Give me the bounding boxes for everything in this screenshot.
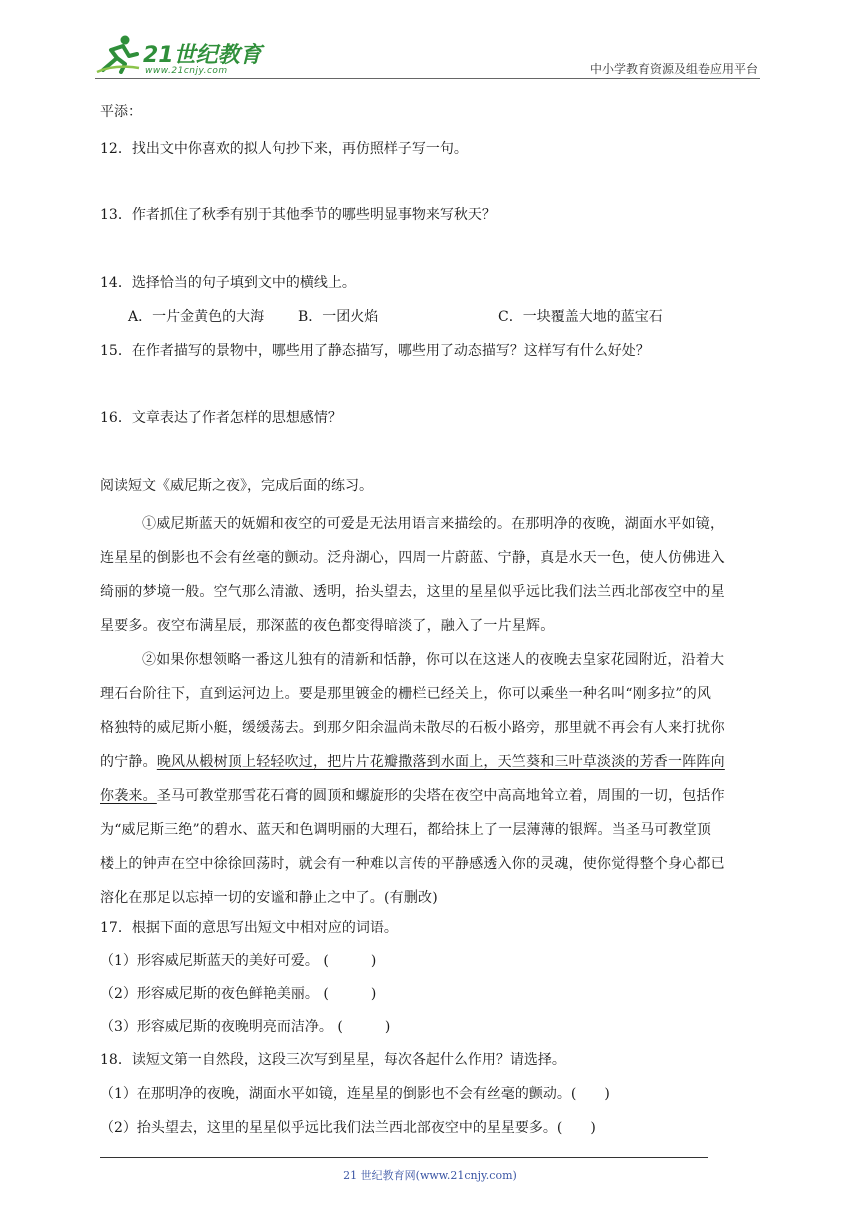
question-17: 17．根据下面的意思写出短文中相对应的词语。 xyxy=(100,920,398,936)
article-line xyxy=(100,785,725,805)
runner-logo-icon xyxy=(95,34,141,74)
question-17-1: （1）形容威尼斯蓝天的美好可爱。 ( ) xyxy=(100,953,377,969)
question-13: 13．作者抓住了秋季有别于其他季节的哪些明显事物来写秋天？ xyxy=(100,207,496,223)
reading-intro: 阅读短文《威尼斯之夜》，完成后面的练习。 xyxy=(100,478,373,494)
question-18: 18．读短文第一自然段，这段三次写到星星，每次各起什么作用？请选择。 xyxy=(100,1052,566,1068)
article-line xyxy=(100,751,725,771)
underlined-sentence-end: 你袭来。 xyxy=(100,788,157,804)
site-logo[interactable] xyxy=(95,28,275,80)
article-line: ②如果你想领略一番这儿独有的清新和恬静，你可以在这迷人的夜晚去皇家花园附近，沿着大 xyxy=(142,652,725,668)
footer-divider xyxy=(100,1157,708,1158)
article-line: 楼上的钟声在空中徐徐回荡时，就会有一种难以言传的平静感透入你的灵魂，使你觉得整个身心都已 xyxy=(100,856,725,872)
question-12: 12．找出文中你喜欢的拟人句抄下来，再仿照样子写一句。 xyxy=(100,141,468,157)
article-text: 的宁静。 xyxy=(100,754,157,770)
question-17-3: （3）形容威尼斯的夜晚明亮而洁净。 ( ) xyxy=(100,1019,391,1035)
header-divider xyxy=(95,78,760,79)
question-17-2: （2）形容威尼斯的夜色鲜艳美丽。 ( ) xyxy=(100,986,377,1002)
article-text: 圣马可教堂那雪花石膏的圆顶和螺旋形的尖塔在夜空中高高地耸立着，周围的一切，包括作 xyxy=(156,788,725,804)
question-15: 15．在作者描写的景物中，哪些用了静态描写，哪些用了动态描写？这样写有什么好处？ xyxy=(100,343,650,359)
page-header xyxy=(95,28,760,80)
article-line: ①威尼斯蓝天的妩媚和夜空的可爱是无法用语言来描绘的。在那明净的夜晚，湖面水平如镜， xyxy=(142,516,725,532)
choice-c: C．一块覆盖大地的蓝宝石 xyxy=(498,309,663,325)
underlined-sentence: 晚风从椴树顶上轻轻吹过，把片片花瓣撒落到水面上，天竺葵和三叶草淡淡的芳香一阵阵向 xyxy=(156,754,725,770)
header-platform-title: 中小学教育资源及组卷应用平台 xyxy=(589,62,758,76)
question-18-2: （2）抬头望去，这里的星星似乎远比我们法兰西北部夜空中的星星要多。( ) xyxy=(100,1120,596,1136)
choice-b: B．一团火焰 xyxy=(298,309,379,325)
article-line: 为“威尼斯三绝”的碧水、蓝天和色调明丽的大理石，都给抹上了一层薄薄的银辉。当圣马可教堂顶 xyxy=(100,822,712,838)
text-line: 平添： xyxy=(100,104,142,120)
article-line: 连星星的倒影也不会有丝毫的颤动。泛舟湖心，四周一片蔚蓝、宁静，真是水天一色，使人仿佛进入 xyxy=(100,550,725,566)
article-line: 理石台阶往下，直到运河边上。要是那里镀金的栅栏已经关上，你可以乘坐一种名叫“刚多拉”的风 xyxy=(100,686,712,702)
article-line: 绮丽的梦境一般。空气那么清澈、透明，抬头望去，这里的星星似乎远比我们法兰西北部夜空中的星 xyxy=(100,584,725,600)
page-footer[interactable]: 21 世纪教育网(www.21cnjy.com) xyxy=(343,1169,517,1182)
question-14: 14．选择恰当的句子填到文中的横线上。 xyxy=(100,275,356,291)
logo-text: 21世纪教育 xyxy=(143,43,262,68)
question-18-1: （1）在那明净的夜晚，湖面水平如镜，连星星的倒影也不会有丝毫的颤动。( ) xyxy=(100,1086,610,1102)
article-line: 星要多。夜空布满星辰，那深蓝的夜色都变得暗淡了，融入了一片星辉。 xyxy=(100,618,555,634)
article-line: 溶化在那足以忘掉一切的安谧和静止之中了。(有删改) xyxy=(100,890,438,906)
article-line: 格独特的威尼斯小艇，缓缓荡去。到那夕阳余温尚未散尽的石板小路旁，那里就不再会有人来打扰你 xyxy=(100,720,725,736)
question-16: 16．文章表达了作者怎样的思想感情？ xyxy=(100,410,342,426)
logo-url: www.21cnjy.com xyxy=(145,66,228,76)
choice-a: A．一片金黄色的大海 xyxy=(128,309,265,325)
